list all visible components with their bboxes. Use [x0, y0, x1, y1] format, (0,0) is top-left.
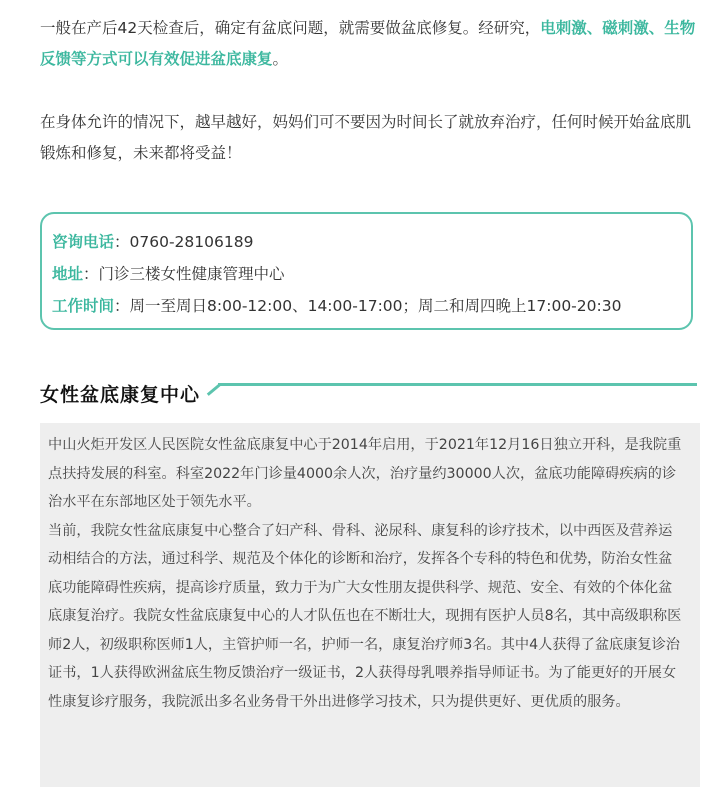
title-divider	[218, 383, 697, 386]
section-paragraph-2: 当前，我院女性盆底康复中心整合了妇产科、骨科、泌尿科、康复科的诊疗技术，以中西医及营养运动相结合的方法，通过科学、规范及个体化的诊断和治疗，发挥各个专科的特色和优势，防治女性盆底功能障碍性疾病，提高诊疗质量，致力于为广大女性朋友提供科学、规范、安全、有效的个体化盆底康复治疗。我院女性盆底康复中心的人才队伍也在不断壮大，现拥有医护人员8名，其中高级职称医师2人，初级职称医师1人，主管护师一名，护师一名，康复治疗师3名。其中4人获得了盆底康复诊治证书，1人获得欧洲盆底生物反馈治疗一级证书，2人获得母乳喂养指导师证书。为了能更好的开展女性康复诊疗服务，我院派出多名业务骨干外出进修学习技术，只为提供更好、更优质的服务。	[48, 522, 682, 710]
address-value: ：门诊三楼女性健康管理中心	[83, 265, 285, 283]
hours-value: ：周一至周日8:00-12:00、14:00-17:00；周二和周四晚上17:00-20:30	[114, 297, 622, 315]
intro-end: 。	[272, 50, 289, 68]
phone-label: 咨询电话	[52, 233, 115, 251]
intro-highlight: 电刺激、磁刺激、生物反馈等方式可以有效促进盆底康复	[40, 19, 696, 68]
contact-info-box	[40, 212, 693, 330]
phone-value: ：0760-28106189	[114, 233, 254, 251]
hours-line	[52, 290, 691, 322]
phone-line	[52, 226, 691, 258]
section-content-box	[40, 423, 700, 787]
intro-paragraph-1	[40, 13, 700, 75]
hours-label: 工作时间	[52, 297, 115, 315]
address-line	[52, 258, 691, 290]
address-label: 地址	[52, 265, 84, 283]
intro-paragraph-2: 在身体允许的情况下，越早越好，妈妈们可不要因为时间长了就放弃治疗，任何时候开始盆底肌锻炼和修复，未来都将受益！	[40, 113, 692, 162]
intro-text: 一般在产后42天检查后，确定有盆底问题，就需要做盆底修复。经研究，	[40, 19, 541, 37]
section-title: 女性盆底康复中心	[40, 384, 201, 406]
section-paragraph-1: 中山火炬开发区人民医院女性盆底康复中心于2014年启用，于2021年12月16日独立开科，是我院重点扶持发展的科室。科室2022年门诊量4000余人次，治疗量约30000人次，盆底功能障碍疾病的诊治水平在东部地区处于领先水平。	[48, 437, 682, 510]
